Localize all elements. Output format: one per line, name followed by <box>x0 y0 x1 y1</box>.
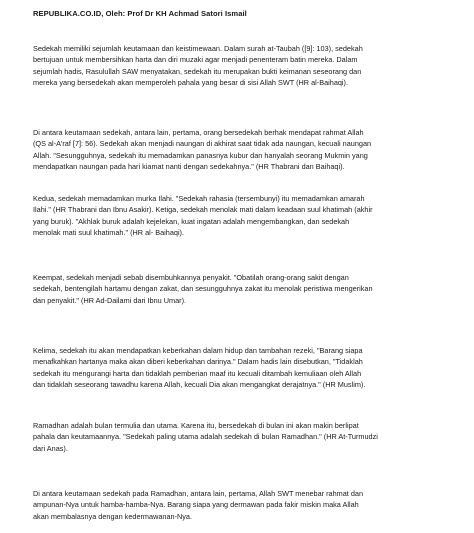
article-source-header: REPUBLIKA.CO.ID, Oleh: Prof Dr KH Achmad Satori Ismail <box>33 9 247 18</box>
text-line: Di antara keutamaan sedekah, antara lain, pertama, orang bersedekah berhak mendapat rahmat Allah <box>33 128 364 137</box>
text-line: dan penyakit." (HR Ad-Dailami dari Ibnu Umar). <box>33 295 187 305</box>
text-line: (QS al-A'raf [7]: 56). Sedekah akan menjadi naungan di akhirat saat tidak ada naungan, kecuali naungan <box>33 139 372 149</box>
text-line: menafkahkan hartanya maka akan diberi keberkahan darinya." Dalam hadis lain disebutkan, "Tidaklah <box>33 357 363 367</box>
text-line: menolak mati suul khatimah." (HR al- Baihaqi). <box>33 228 185 238</box>
text-line: Kedua, sedekah memadamkan murka Ilahi. "Sedekah rahasia (tersembunyi) itu memadamkan amarah <box>33 194 365 203</box>
text-line: dari Anas). <box>33 443 68 453</box>
paragraph-1 <box>33 43 451 89</box>
text-line: mereka yang bersedekah akan memperoleh pahala yang besar di sisi Allah SWT (HR al-Baihaqi). <box>33 78 349 88</box>
text-line: akan membalasnya dengan kedermawanan-Nya. <box>33 511 193 521</box>
text-line: Di antara keutamaan sedekah pada Ramadhan, antara lain, pertama, Allah SWT menebar rahmat dan <box>33 489 364 498</box>
text-line: pahala dan keutamaannya. "Sedekah paling utama adalah sedekah di bulan Ramadhan." (HR At-Turmudzi <box>33 432 378 442</box>
text-line: mendapatkan naungan pada hari kiamat nanti dengan sedekahnya." (HR Thabrani dan Baihaqi). <box>33 162 345 172</box>
paragraph-2 <box>33 127 451 173</box>
paragraph-4 <box>33 272 451 306</box>
paragraph-5 <box>33 345 451 391</box>
text-line: Kelima, sedekah itu akan mendapatkan keberkahan dalam hidup dan tambahan rezeki, "Barang siapa <box>33 346 363 355</box>
paragraph-3 <box>33 193 451 239</box>
text-line: dan tidaklah seseorang tawadhu karena Allah, kecuali Dia akan mengangkat derajatnya." (HR Muslim). <box>33 380 366 390</box>
text-line: Sedekah memiliki sejumlah keutamaan dan keistimewaan. Dalam surah at-Taubah ([9]: 103), sedekah <box>33 44 363 53</box>
text-line: Ilahi." (HR Thabrani dan Ibnu Asakir). Ketiga, sedekah menolak mati dalam keadaan suul khatimah (akhir <box>33 205 373 215</box>
text-line: Ramadhan adalah bulan termulia dan utama. Karena itu, bersedekah di bulan ini akan makin berlipat <box>33 421 359 430</box>
paragraph-7 <box>33 488 451 522</box>
text-line: Keempat, sedekah menjadi sebab disembuhkannya penyakit. "Obatilah orang-orang sakit dengan <box>33 273 349 282</box>
text-line: sedekah, bentengilah hartamu dengan zakat, dan sesungguhnya zakat itu menolak peristiwa mengerikan <box>33 284 373 294</box>
text-line: ampunan-Nya untuk hamba-hamba-Nya. Barang siapa yang dermawan pada fakir miskin maka Allah <box>33 500 359 510</box>
text-line: sejumlah hadis, Rasulullah SAW menyatakan, sedekah itu merupakan bukti keimanan seseorang dan <box>33 66 362 76</box>
paragraph-6 <box>33 420 451 454</box>
text-line: sedekah itu mengurangi harta dan tidaklah pemberian maaf itu kecuali ditambah kemuliaan oleh Allah <box>33 368 362 378</box>
text-line: yang buruk). "Akhlak buruk adalah kejelekan, kuat ingatan adalah mengembangkan, dan sedekah <box>33 216 350 226</box>
text-line: bertujuan untuk membersihkan harta dan diri muzaki agar menjadi penenteram batin mereka. Dalam <box>33 55 358 65</box>
text-line: Allah. "Sesungguhnya, sedekah itu memadamkan panasnya kubur dan hanyalah seorang Mukmin yang <box>33 150 368 160</box>
